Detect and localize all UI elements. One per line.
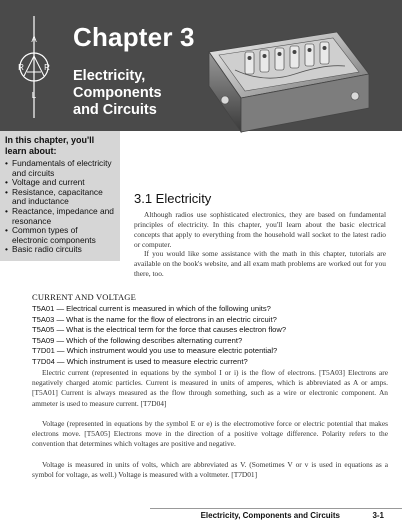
body-paragraph: Electric current (represented in equations by the symbol I or i) is the flow of electrons. [T5A03] Electrons are negatively charged atomic particles. Current is measured in units of amperes, which is abbreviated as A or amps. [T5A01] Current is always measured as the flow through something, such as a wire or electronic component. An ammeter is used to measure current. [T7D04] xyxy=(32,368,388,408)
arrl-logo-icon xyxy=(15,16,53,118)
electronics-box-photo xyxy=(205,24,373,134)
exam-question: T7D01 — Which instrument would you use to measure electric potential? xyxy=(32,346,278,356)
svg-text:R: R xyxy=(18,63,24,72)
subtitle-line: Electricity, xyxy=(73,68,146,84)
sidebar-heading xyxy=(5,135,115,156)
subtitle-line: Components xyxy=(73,85,162,101)
svg-text:L: L xyxy=(31,91,37,100)
body-paragraph: Voltage (represented in equations by the symbol E or e) is the electromotive force or electric potential that makes electrons move. [T5A05] Electrons move in the direction of a positive voltage difference. Polarity refers to the convention that determines which voltages are positive and negative. xyxy=(32,419,388,449)
page-number: 3-1 xyxy=(372,511,384,520)
page-footer xyxy=(0,508,402,522)
subsection-heading: CURRENT AND VOLTAGE xyxy=(32,292,137,302)
list-item: • Resistance, capacitance and inductance xyxy=(5,188,115,207)
sidebar-heading-line: In this chapter, you'll xyxy=(5,135,95,145)
chapter-subtitle xyxy=(73,68,162,119)
list-item: • Fundamentals of electricity and circuits xyxy=(5,159,115,178)
footer-divider xyxy=(150,508,402,509)
list-item: • Common types of electronic components xyxy=(5,226,115,245)
chapter-title: Chapter 3 xyxy=(73,22,195,52)
exam-question: T5A03 — What is the name for the flow of electrons in an electric circuit? xyxy=(32,314,277,324)
sidebar-heading-line: learn about: xyxy=(5,145,57,156)
objectives-list xyxy=(5,159,115,255)
list-item: • Voltage and current xyxy=(5,178,115,188)
exam-question: T5A09 — Which of the following describes alternating current? xyxy=(32,335,243,345)
footer-title: Electricity, Components and Circuits xyxy=(200,511,340,520)
list-item: • Reactance, impedance and resonance xyxy=(5,207,115,226)
section-paragraph: Although radios use sophisticated electronics, they are based on fundamental principles of electricity. In this chapter, you'll learn about the basic electrical concepts that apply to everything from the household wall socket to the latest radio or computer. xyxy=(134,210,386,249)
body-paragraph: Voltage is measured in units of volts, which are abbreviated as V. (Sometimes V or v is used in equations as a symbol for voltage, as well.) Voltage is measured with a voltmeter. [T7D01] xyxy=(32,460,388,480)
exam-question: T5A05 — What is the electrical term for the force that causes electron flow? xyxy=(32,325,287,335)
section-title: 3.1 Electricity xyxy=(134,191,212,206)
subtitle-line: and Circuits xyxy=(73,102,157,118)
svg-text:A: A xyxy=(31,35,37,44)
chapter-header xyxy=(0,0,402,131)
chapter-objectives-sidebar xyxy=(0,131,120,261)
exam-question: T5A01 — Electrical current is measured in which of the following units? xyxy=(32,304,271,313)
svg-text:R: R xyxy=(44,63,50,72)
exam-question: T7D04 — Which instrument is used to measure electric current? xyxy=(32,356,248,366)
exam-question-list xyxy=(32,304,392,368)
list-item: • Basic radio circuits xyxy=(5,245,115,255)
section-paragraph: If you would like some assistance with the math in this chapter, tutorials are available on the book's website, and all exam math problems are worked out for you there, too. xyxy=(134,249,386,278)
